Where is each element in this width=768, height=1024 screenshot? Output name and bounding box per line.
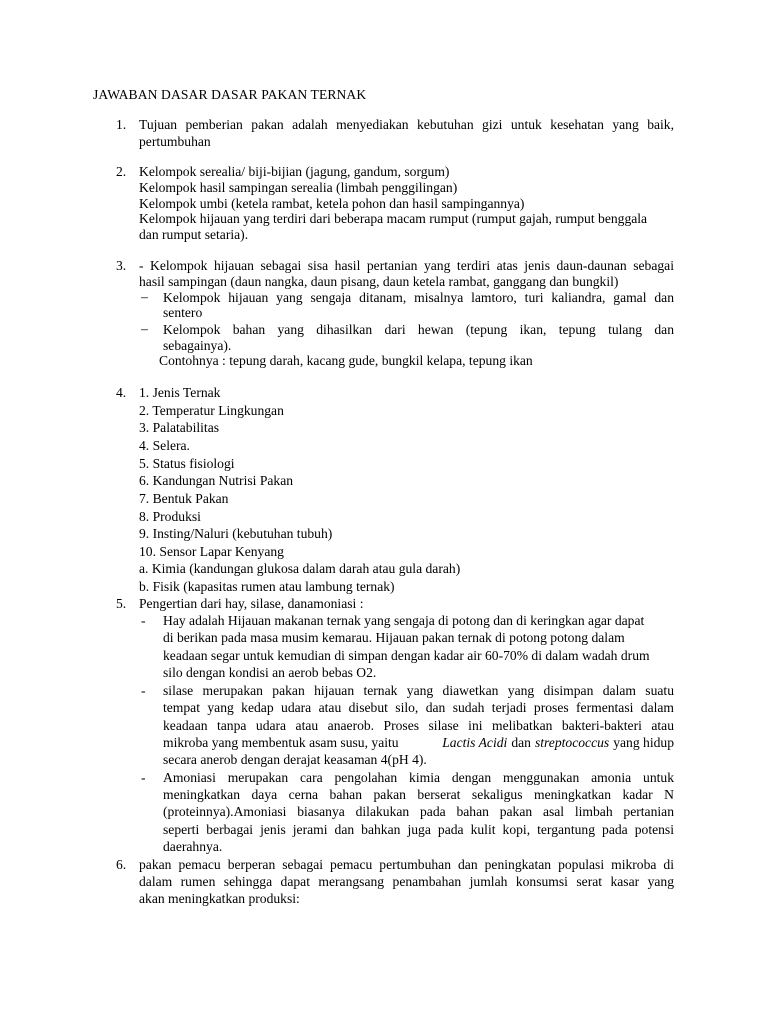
lactis-acidi-term: Lactis Acidi	[442, 735, 508, 750]
q4-item: 9. Insting/Naluri (kebutuhan tubuh)	[139, 526, 333, 541]
q5-amoniasi-line: Amoniasi merupakan cara pengolahan kimia dengan menggunakan amonia untuk	[163, 770, 674, 785]
q4-item: 4. Selera.	[139, 438, 190, 453]
q5-amoniasi-line: daerahnya.	[163, 839, 223, 854]
q5-silase-line	[163, 735, 674, 751]
q5-amoniasi-line: meningkatkan daya cerna bahan pakan berserat sekaligus meningkatkan kadar N	[163, 787, 674, 802]
q5-silase-line: silase merupakan pakan hijauan ternak yang diawetkan yang disimpan dalam suatu	[163, 683, 674, 698]
q4-item: 7. Bentuk Pakan	[139, 491, 229, 506]
q3-line: - Kelompok hijauan sebagai sisa hasil pertanian yang terdiri atas jenis daun-daunan sebagai	[139, 258, 674, 273]
silase-terms	[442, 735, 674, 751]
q2-line: Kelompok hijauan yang terdiri dari beberapa macam rumput (rumput gajah, rumput benggala	[139, 211, 648, 226]
q5-intro: Pengertian dari hay, silase, danamoniasi :	[139, 596, 364, 611]
q3-example: Contohnya : tepung darah, kacang gude, bungkil kelapa, tepung ikan	[159, 353, 533, 368]
q3-bullet-line: sebagainya).	[163, 338, 232, 353]
q4-item: 8. Produksi	[139, 509, 201, 524]
q2-line: dan rumput setaria).	[139, 227, 249, 242]
item-number-4: 4.	[116, 385, 127, 400]
silase-text: yang hidup	[613, 735, 674, 750]
q4-item: b. Fisik (kapasitas rumen atau lambung ternak)	[139, 579, 395, 594]
q3-bullet-line: Kelompok bahan yang dihasilkan dari hewan (tepung ikan, tepung tulang dan	[163, 322, 674, 337]
q2-line: Kelompok hasil sampingan serealia (limbah penggilingan)	[139, 180, 458, 195]
item-number-6: 6.	[116, 857, 127, 872]
q6-line: akan meningkatkan produksi:	[139, 891, 300, 906]
streptococcus-term: streptococcus	[534, 735, 610, 750]
q5-hay-line: di berikan pada masa musim kemarau. Hijauan pakan ternak di potong potong dalam	[163, 630, 625, 645]
bullet-dash: -	[141, 613, 146, 628]
q1-line: Tujuan pemberian pakan adalah menyediakan kebutuhan gizi untuk kesehatan yang baik,	[139, 117, 674, 132]
item-number-5: 5.	[116, 596, 127, 611]
q2-line: Kelompok umbi (ketela rambat, ketela pohon dan hasil sampingannya)	[139, 196, 525, 211]
q3-line: hasil sampingan (daun nangka, daun pisang, daun ketela rambat, ganggang dan bungkil)	[139, 274, 619, 289]
q4-item: a. Kimia (kandungan glukosa dalam darah atau gula darah)	[139, 561, 461, 576]
q5-hay-line: keadaan segar untuk kemudian di simpan dengan kadar air 60-70% di dalam wadah drum	[163, 648, 650, 663]
q4-item: 3. Palatabilitas	[139, 420, 220, 435]
q3-bullet-line: sentero	[163, 305, 203, 320]
bullet-dash: –	[141, 289, 148, 304]
bullet-dash: -	[141, 683, 146, 698]
q6-line: dalam rumen sehingga dapat merangsang penambahan jumlah konsumsi serat kasar yang	[139, 874, 674, 889]
q4-item: 10. Sensor Lapar Kenyang	[139, 544, 284, 559]
q4-item: 5. Status fisiologi	[139, 456, 235, 471]
item-number-2: 2.	[116, 164, 127, 179]
q5-hay-line: Hay adalah Hijauan makanan ternak yang sengaja di potong dan di keringkan agar dapat	[163, 613, 645, 628]
silase-text: dan	[511, 735, 531, 750]
q3-bullet-line: Kelompok hijauan yang sengaja ditanam, misalnya lamtoro, turi kaliandra, gamal dan	[163, 290, 674, 305]
q5-silase-line: tempat yang kedap udara atau disebut silo, dan sudah terjadi proses fermentasi dalam	[163, 700, 674, 715]
page-title: JAWABAN DASAR DASAR PAKAN TERNAK	[93, 87, 367, 102]
silase-text: mikroba yang membentuk asam susu, yaitu	[163, 735, 399, 750]
q5-silase-line: secara anerob dengan derajat keasaman 4(pH 4).	[163, 752, 427, 767]
q4-item: 1. Jenis Ternak	[139, 385, 221, 400]
bullet-dash: -	[141, 770, 146, 785]
q4-item: 6. Kandungan Nutrisi Pakan	[139, 473, 294, 488]
q5-amoniasi-line: (proteinnya).Amoniasi biasanya dilakukan pada bahan pakan asal limbah pertanian	[163, 804, 674, 819]
q1-line: pertumbuhan	[139, 134, 211, 149]
q5-amoniasi-line: seperti berbagai jenis jerami dan bahkan juga pada kulit kopi, tergantung pada potensi	[163, 822, 674, 837]
q6-line: pakan pemacu berperan sebagai pemacu pertumbuhan dan peningkatan populasi mikroba di	[139, 857, 674, 872]
q5-silase-line: keadaan tanpa udara atau anaerob. Proses silase ini melibatkan bakteri-bakteri atau	[163, 718, 674, 733]
bullet-dash: –	[141, 321, 148, 336]
item-number-1: 1.	[116, 117, 127, 132]
q2-line: Kelompok serealia/ biji-bijian (jagung, gandum, sorgum)	[139, 164, 450, 179]
q5-hay-line: silo dengan kondisi an aerob bebas O2.	[163, 665, 377, 680]
q4-item: 2. Temperatur Lingkungan	[139, 403, 284, 418]
item-number-3: 3.	[116, 258, 127, 273]
